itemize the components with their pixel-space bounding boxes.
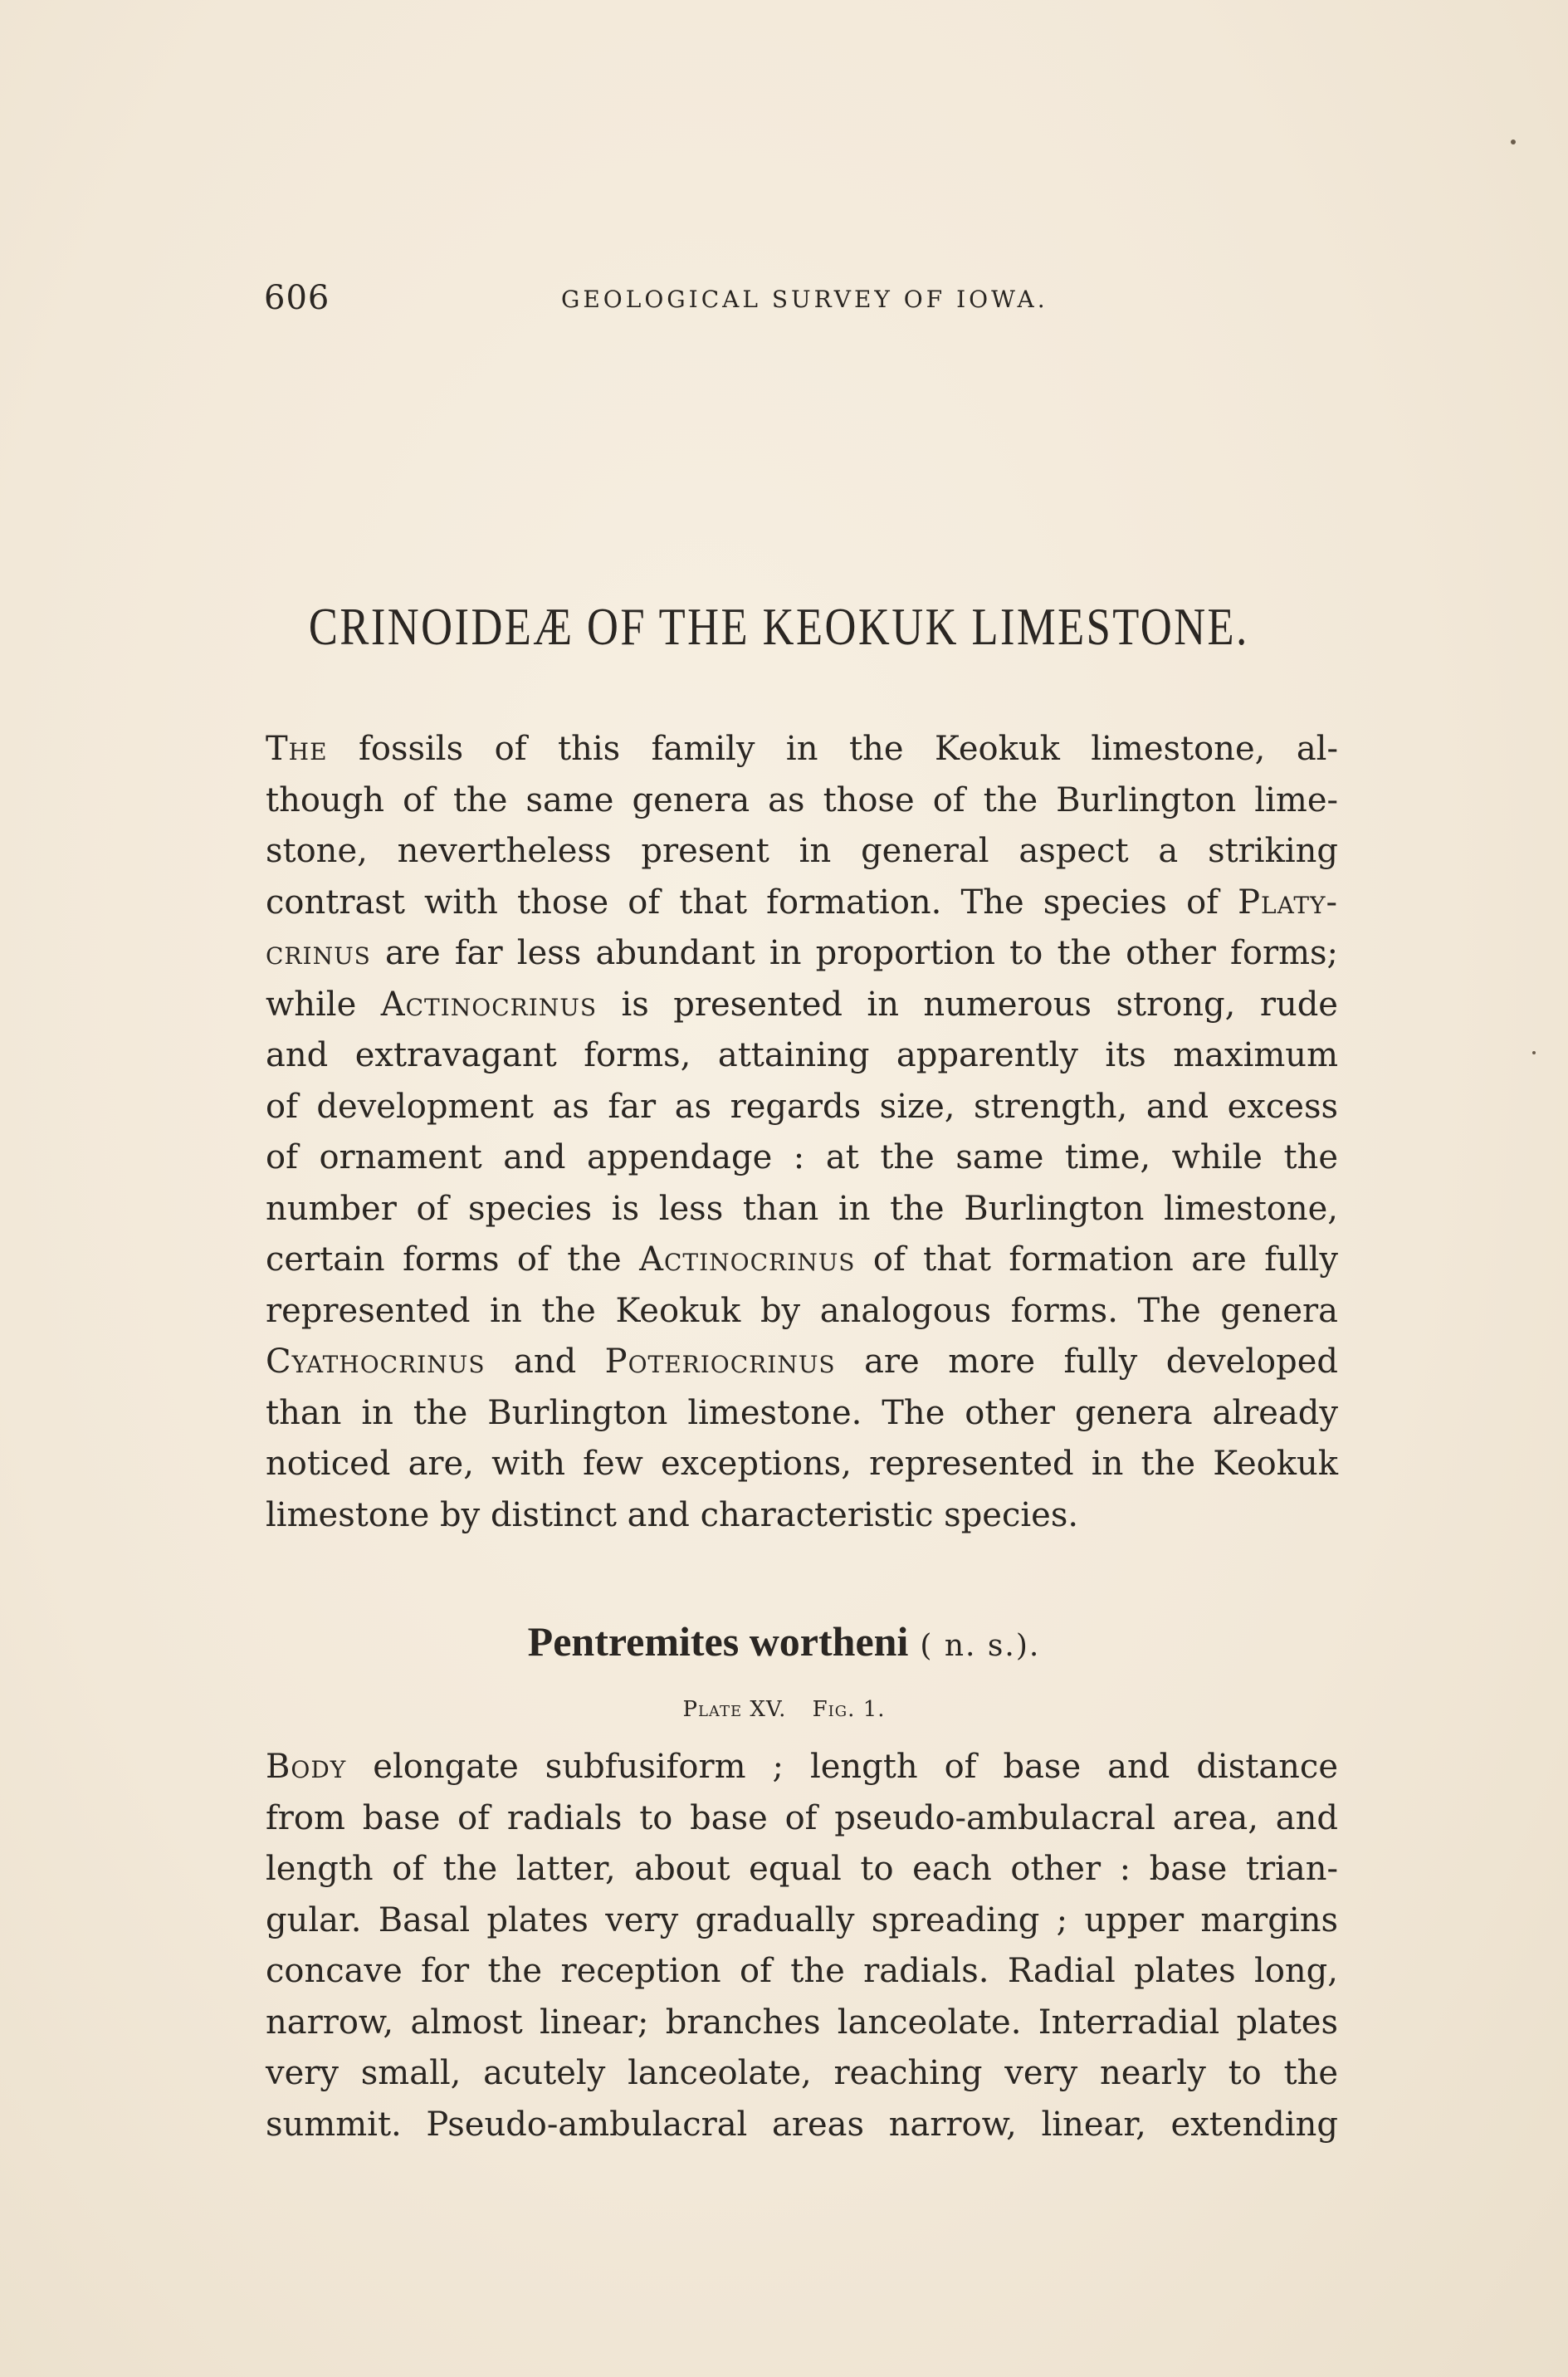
line-text: elongate subfusiform ; length of base and distance [346,1748,1338,1786]
text-line: of ornament and appendage : at the same time, while the [266,1138,1338,1176]
text-line: stone, nevertheless present in general aspect a striking [266,832,1338,870]
plate-number: Plate XV. [682,1697,787,1722]
text-line [266,1742,1338,1793]
line-text: contrast with those of that formation. The species of [266,883,1238,922]
text-line: number of species is less than in the Burlington limestone, [266,1189,1338,1228]
paper-speck [1511,139,1516,144]
text-line: and extravagant forms, attaining apparently its maximum [266,1036,1338,1074]
text-line: of development as far as regards size, strength, and excess [266,1087,1338,1126]
species-name: Pentremites wortheni [527,1618,909,1665]
small-caps-word: Body [266,1748,347,1786]
page-header [264,279,1094,329]
line-text: is presented in numerous strong, rude [597,985,1338,1024]
text-line: from base of radials to base of pseudo-ambulacral area, and [266,1798,1338,1837]
small-caps-word: Actinocrinus [639,1240,856,1279]
text-line [266,928,1338,980]
plate-reference [0,1697,1568,1722]
text-line: length of the latter, about equal to each other : base trian- [266,1850,1338,1888]
text-line: narrow, almost linear; branches lanceolate. Interradial plates [266,2003,1338,2042]
small-caps-word: Platy- [1238,883,1338,922]
text-line [266,724,1338,775]
chapter-title: CRINOIDEÆ OF THE KEOKUK LIMESTONE. [308,597,1249,656]
text-line: than in the Burlington limestone. The other genera already [266,1393,1338,1432]
running-head: GEOLOGICAL SURVEY OF IOWA. [561,286,1048,313]
line-text: are far less abundant in proportion to the other forms; [370,934,1338,972]
line-text: fossils of this family in the Keokuk limestone, al- [327,730,1338,768]
small-caps-word: Poteriocrinus [604,1343,836,1381]
text-line: concave for the reception of the radials. Radial plates long, [266,1952,1338,1990]
text-line [266,1337,1338,1388]
text-line: represented in the Keokuk by analogous forms. The genera [266,1291,1338,1330]
species-description [266,1742,1338,2150]
text-line: noticed are, with few exceptions, represented in the Keokuk [266,1445,1338,1483]
line-text: are more fully developed [835,1343,1338,1381]
line-text: while [266,985,381,1024]
line-text: of that formation are fully [855,1240,1339,1279]
figure-number: Fig. 1. [812,1697,886,1722]
text-line [266,878,1338,929]
species-note: ( n. s.). [920,1629,1041,1663]
text-line [266,1235,1338,1286]
text-line: though of the same genera as those of the Burlington lime- [266,780,1338,819]
small-caps-word: Actinocrinus [380,985,598,1024]
text-line: very small, acutely lanceolate, reaching very nearly to the [266,2054,1338,2092]
small-caps-word: Cyathocrinus [266,1343,486,1381]
text-line [266,980,1338,1031]
species-heading [0,1617,1568,1665]
page-number: 606 [264,279,330,317]
text-line: summit. Pseudo-ambulacral areas narrow, linear, extending [266,2105,1338,2144]
line-text: and [485,1343,605,1381]
small-caps-word: crinus [266,934,371,972]
intro-paragraph [266,724,1338,1541]
small-caps-word: The [266,730,328,768]
text-line: gular. Basal plates very gradually spreading ; upper margins [266,1900,1338,1939]
text-line: limestone by distinct and characteristic species. [266,1495,1079,1534]
paper-speck [1532,1051,1536,1054]
line-text: certain forms of the [266,1240,640,1279]
